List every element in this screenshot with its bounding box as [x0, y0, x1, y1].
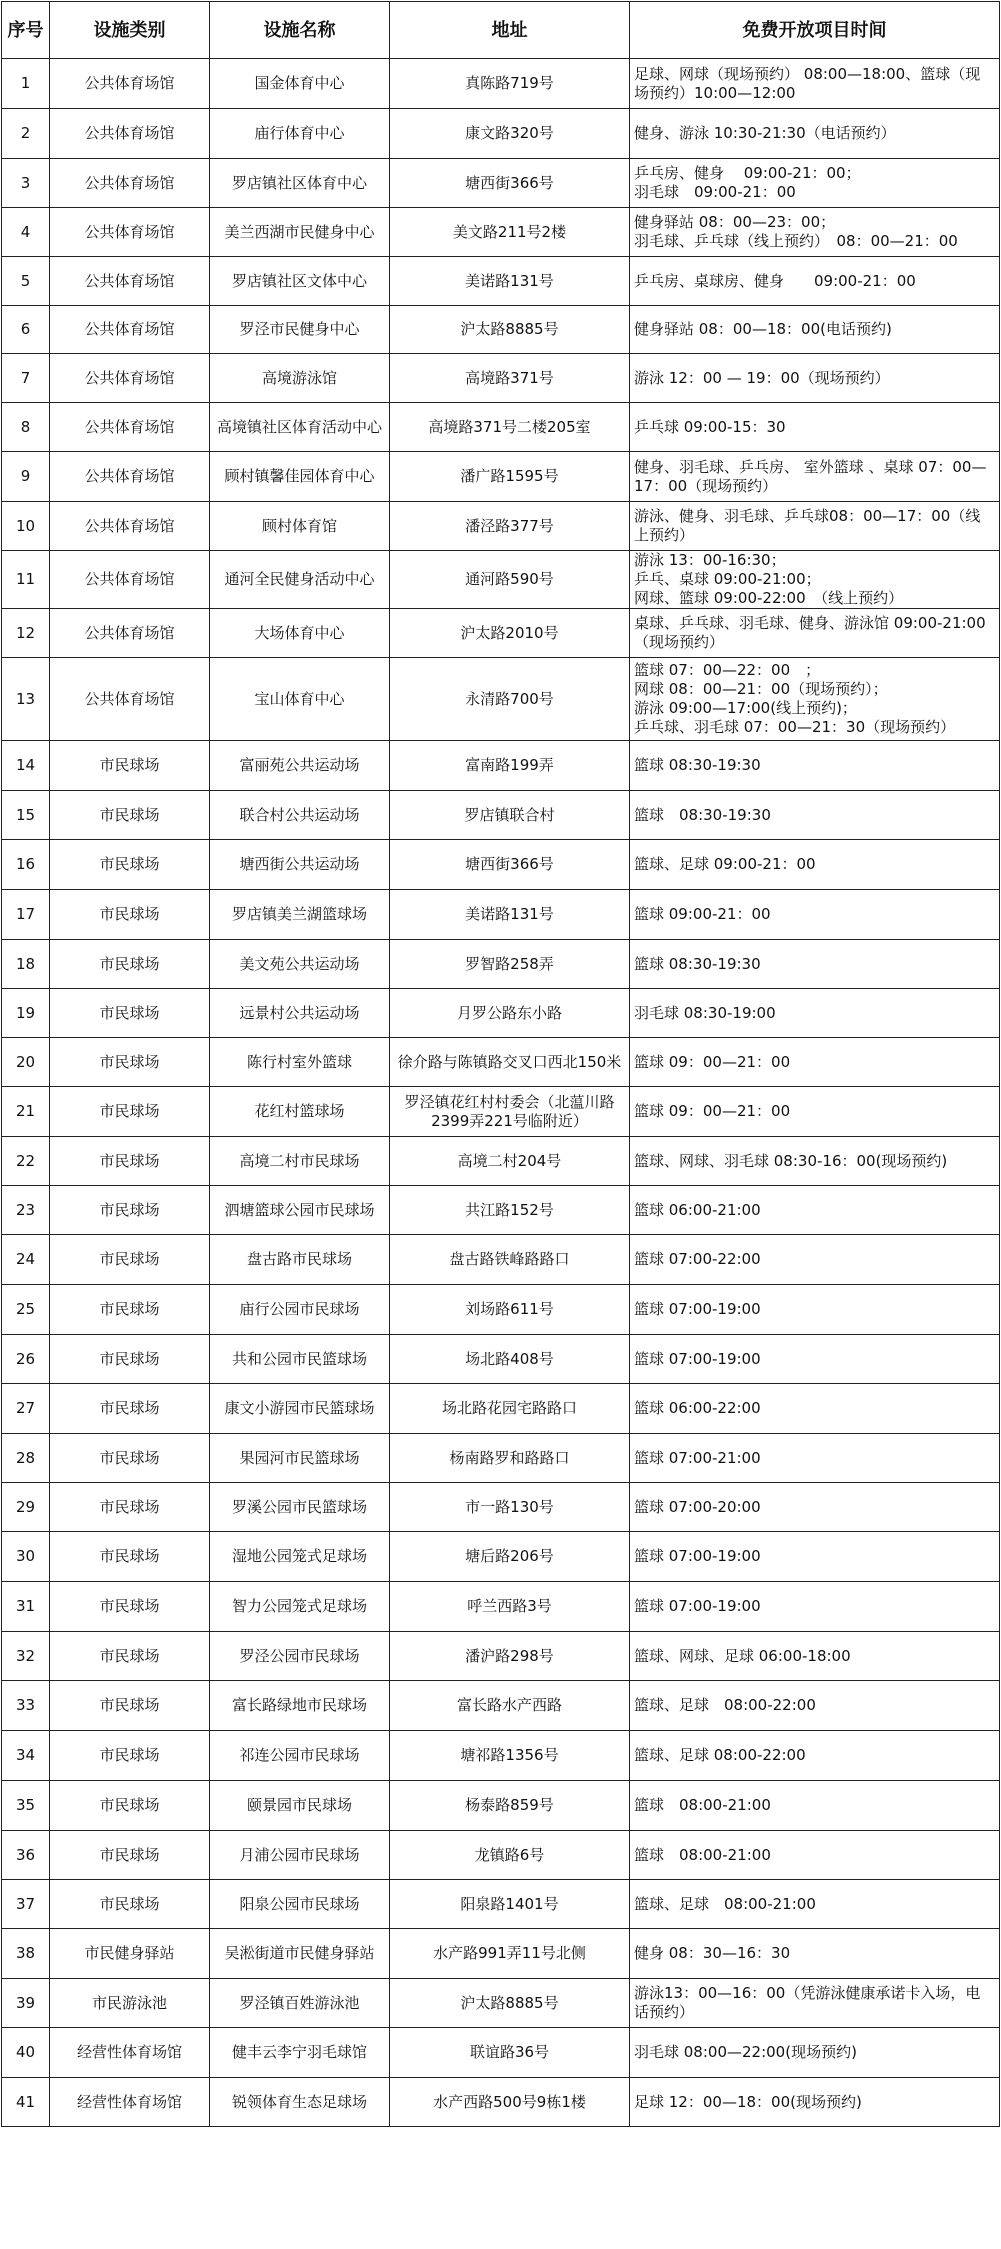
cell-index: 14 [2, 741, 50, 791]
table-row [2, 452, 1000, 502]
table-row [2, 403, 1000, 452]
cell-index: 3 [2, 159, 50, 208]
cell-open-hours: 羽毛球 08:00—22:00(现场预约) [630, 2028, 1000, 2078]
table-row [2, 1781, 1000, 1831]
cell-open-hours: 篮球 08:30-19:30 [630, 741, 1000, 791]
cell-facility-name: 富丽苑公共运动场 [210, 741, 390, 791]
cell-open-hours: 篮球、足球 08:00-21:00 [630, 1880, 1000, 1929]
cell-facility-name: 国金体育中心 [210, 59, 390, 109]
cell-index: 16 [2, 840, 50, 890]
table-row [2, 1186, 1000, 1235]
table-row [2, 658, 1000, 741]
table-row [2, 741, 1000, 791]
table-row [2, 2028, 1000, 2078]
cell-address: 永清路700号 [390, 658, 630, 741]
cell-facility-name: 远景村公共运动场 [210, 989, 390, 1038]
header-address: 地址 [390, 2, 630, 59]
cell-facility-name: 智力公园笼式足球场 [210, 1582, 390, 1632]
cell-address: 月罗公路东小路 [390, 989, 630, 1038]
cell-open-hours: 篮球、网球、足球 06:00-18:00 [630, 1632, 1000, 1681]
cell-category: 市民球场 [50, 1335, 210, 1384]
cell-facility-name: 美文苑公共运动场 [210, 940, 390, 989]
cell-facility-name: 陈行村室外篮球 [210, 1038, 390, 1087]
cell-open-hours: 篮球 07:00-22:00 [630, 1235, 1000, 1285]
cell-open-hours: 篮球 06:00-21:00 [630, 1186, 1000, 1235]
cell-index: 2 [2, 109, 50, 159]
cell-category: 市民球场 [50, 1731, 210, 1781]
table-row [2, 791, 1000, 840]
cell-address: 罗店镇联合村 [390, 791, 630, 840]
cell-open-hours: 健身、羽毛球、乒乓房、 室外篮球 、桌球 07：00—17：00（现场预约） [630, 452, 1000, 502]
cell-index: 33 [2, 1681, 50, 1731]
cell-address: 通河路590号 [390, 551, 630, 609]
cell-index: 32 [2, 1632, 50, 1681]
cell-open-hours: 桌球、乒乓球、羽毛球、健身、游泳馆 09:00-21:00（现场预约） [630, 609, 1000, 658]
cell-facility-name: 罗店镇社区文体中心 [210, 257, 390, 306]
cell-open-hours: 篮球 08:30-19:30 [630, 791, 1000, 840]
cell-open-hours: 篮球 07:00-19:00 [630, 1285, 1000, 1335]
cell-address: 盘古路铁峰路路口 [390, 1235, 630, 1285]
table-row [2, 109, 1000, 159]
cell-index: 5 [2, 257, 50, 306]
cell-category: 市民球场 [50, 1681, 210, 1731]
cell-address: 共江路152号 [390, 1186, 630, 1235]
cell-facility-name: 高境镇社区体育活动中心 [210, 403, 390, 452]
cell-facility-name: 塘西街公共运动场 [210, 840, 390, 890]
cell-open-hours: 健身 08：30—16：30 [630, 1929, 1000, 1979]
cell-category: 经营性体育场馆 [50, 2078, 210, 2127]
cell-address: 富长路水产西路 [390, 1681, 630, 1731]
cell-index: 9 [2, 452, 50, 502]
table-row [2, 1831, 1000, 1880]
cell-facility-name: 月浦公园市民球场 [210, 1831, 390, 1880]
cell-facility-name: 罗泾镇百姓游泳池 [210, 1979, 390, 2028]
table-row [2, 354, 1000, 403]
cell-open-hours: 足球、网球（现场预约） 08:00—18:00、篮球（现场预约）10:00—12:00 [630, 59, 1000, 109]
table-row [2, 2078, 1000, 2127]
cell-facility-name: 祁连公园市民球场 [210, 1731, 390, 1781]
table-row [2, 1384, 1000, 1434]
table-row [2, 1038, 1000, 1087]
cell-category: 市民球场 [50, 1483, 210, 1532]
cell-facility-name: 果园河市民篮球场 [210, 1434, 390, 1483]
table-row [2, 1582, 1000, 1632]
cell-index: 20 [2, 1038, 50, 1087]
table-row [2, 257, 1000, 306]
cell-category: 公共体育场馆 [50, 403, 210, 452]
cell-index: 36 [2, 1831, 50, 1880]
cell-index: 22 [2, 1137, 50, 1186]
table-row [2, 59, 1000, 109]
cell-open-hours: 篮球、足球 08:00-22:00 [630, 1731, 1000, 1781]
cell-category: 市民球场 [50, 1831, 210, 1880]
cell-index: 26 [2, 1335, 50, 1384]
cell-index: 21 [2, 1087, 50, 1137]
cell-category: 市民球场 [50, 1087, 210, 1137]
cell-address: 水产西路500号9栋1楼 [390, 2078, 630, 2127]
cell-index: 17 [2, 890, 50, 940]
cell-address: 场北路408号 [390, 1335, 630, 1384]
cell-facility-name: 富长路绿地市民球场 [210, 1681, 390, 1731]
cell-category: 公共体育场馆 [50, 257, 210, 306]
cell-open-hours: 篮球 08:00-21:00 [630, 1781, 1000, 1831]
cell-facility-name: 通河全民健身活动中心 [210, 551, 390, 609]
cell-address: 水产路991弄11号北侧 [390, 1929, 630, 1979]
table-row [2, 1632, 1000, 1681]
cell-open-hours: 羽毛球 08:30-19:00 [630, 989, 1000, 1038]
cell-index: 1 [2, 59, 50, 109]
cell-category: 市民游泳池 [50, 1979, 210, 2028]
table-row [2, 890, 1000, 940]
cell-address: 塘祁路1356号 [390, 1731, 630, 1781]
cell-category: 公共体育场馆 [50, 502, 210, 551]
table-row [2, 502, 1000, 551]
cell-facility-name: 康文小游园市民篮球场 [210, 1384, 390, 1434]
cell-open-hours: 篮球 09:00-21：00 [630, 890, 1000, 940]
cell-open-hours: 篮球 07：00—22：00 ； 网球 08：00—21：00（现场预约）； 游泳 09:00—17:00(线上预约)； 乒乓球、羽毛球 07：00—21：30（现场预约） [630, 658, 1000, 741]
cell-category: 市民球场 [50, 989, 210, 1038]
header-facility-name: 设施名称 [210, 2, 390, 59]
cell-address: 潘泾路377号 [390, 502, 630, 551]
table-row [2, 1929, 1000, 1979]
cell-open-hours: 篮球 07:00-19:00 [630, 1335, 1000, 1384]
cell-category: 公共体育场馆 [50, 208, 210, 257]
cell-address: 杨泰路859号 [390, 1781, 630, 1831]
table-header-row [2, 2, 1000, 59]
cell-facility-name: 吴淞街道市民健身驿站 [210, 1929, 390, 1979]
cell-category: 市民健身驿站 [50, 1929, 210, 1979]
cell-open-hours: 健身驿站 08：00—18：00(电话预约) [630, 306, 1000, 354]
cell-address: 塘西街366号 [390, 159, 630, 208]
table-row [2, 208, 1000, 257]
table-row [2, 1880, 1000, 1929]
table-row [2, 840, 1000, 890]
cell-open-hours: 乒乓房、桌球房、健身 09:00-21：00 [630, 257, 1000, 306]
cell-open-hours: 乒乓球 09:00-15：30 [630, 403, 1000, 452]
table-row [2, 1731, 1000, 1781]
cell-address: 沪太路8885号 [390, 1979, 630, 2028]
cell-index: 35 [2, 1781, 50, 1831]
cell-category: 市民球场 [50, 1582, 210, 1632]
table-row [2, 1483, 1000, 1532]
cell-category: 市民球场 [50, 1038, 210, 1087]
cell-facility-name: 罗溪公园市民篮球场 [210, 1483, 390, 1532]
cell-index: 18 [2, 940, 50, 989]
cell-facility-name: 宝山体育中心 [210, 658, 390, 741]
cell-index: 10 [2, 502, 50, 551]
cell-address: 沪太路8885号 [390, 306, 630, 354]
cell-category: 市民球场 [50, 1532, 210, 1582]
table-row [2, 1681, 1000, 1731]
cell-category: 公共体育场馆 [50, 59, 210, 109]
cell-address: 塘后路206号 [390, 1532, 630, 1582]
cell-address: 潘沪路298号 [390, 1632, 630, 1681]
cell-index: 12 [2, 609, 50, 658]
cell-index: 29 [2, 1483, 50, 1532]
cell-index: 24 [2, 1235, 50, 1285]
cell-facility-name: 花红村篮球场 [210, 1087, 390, 1137]
cell-address: 美诺路131号 [390, 257, 630, 306]
table-row [2, 159, 1000, 208]
cell-open-hours: 篮球 08:30-19:30 [630, 940, 1000, 989]
cell-open-hours: 游泳13：00—16：00（凭游泳健康承诺卡入场，电话预约） [630, 1979, 1000, 2028]
cell-category: 公共体育场馆 [50, 109, 210, 159]
cell-address: 场北路花园宅路路口 [390, 1384, 630, 1434]
cell-index: 34 [2, 1731, 50, 1781]
cell-category: 公共体育场馆 [50, 609, 210, 658]
cell-facility-name: 大场体育中心 [210, 609, 390, 658]
cell-address: 富南路199弄 [390, 741, 630, 791]
cell-category: 市民球场 [50, 1880, 210, 1929]
cell-index: 41 [2, 2078, 50, 2127]
cell-facility-name: 阳泉公园市民球场 [210, 1880, 390, 1929]
cell-index: 39 [2, 1979, 50, 2028]
table-row [2, 989, 1000, 1038]
cell-category: 市民球场 [50, 890, 210, 940]
cell-category: 经营性体育场馆 [50, 2028, 210, 2078]
cell-index: 4 [2, 208, 50, 257]
cell-facility-name: 顾村体育馆 [210, 502, 390, 551]
cell-address: 沪太路2010号 [390, 609, 630, 658]
table-row [2, 609, 1000, 658]
cell-open-hours: 篮球 07:00-20:00 [630, 1483, 1000, 1532]
cell-index: 15 [2, 791, 50, 840]
cell-category: 市民球场 [50, 1384, 210, 1434]
cell-index: 6 [2, 306, 50, 354]
cell-category: 市民球场 [50, 840, 210, 890]
cell-index: 40 [2, 2028, 50, 2078]
cell-facility-name: 泗塘篮球公园市民球场 [210, 1186, 390, 1235]
cell-facility-name: 罗店镇社区体育中心 [210, 159, 390, 208]
cell-category: 市民球场 [50, 741, 210, 791]
cell-facility-name: 庙行公园市民球场 [210, 1285, 390, 1335]
cell-open-hours: 游泳 13：00-16:30； 乒乓、桌球 09:00-21:00； 网球、篮球 09:00-22:00 （线上预约） [630, 551, 1000, 609]
cell-open-hours: 篮球 08:00-21:00 [630, 1831, 1000, 1880]
table-row [2, 306, 1000, 354]
cell-address: 高境路371号 [390, 354, 630, 403]
table-row [2, 1979, 1000, 2028]
cell-address: 潘广路1595号 [390, 452, 630, 502]
cell-address: 呼兰西路3号 [390, 1582, 630, 1632]
cell-facility-name: 颐景园市民球场 [210, 1781, 390, 1831]
cell-open-hours: 篮球 09：00—21：00 [630, 1087, 1000, 1137]
cell-open-hours: 篮球 07:00-19:00 [630, 1582, 1000, 1632]
cell-open-hours: 健身驿站 08：00—23：00； 羽毛球、乒乓球（线上预约） 08：00—21：00 [630, 208, 1000, 257]
cell-category: 市民球场 [50, 940, 210, 989]
cell-open-hours: 篮球、网球、羽毛球 08:30-16：00(现场预约) [630, 1137, 1000, 1186]
cell-category: 市民球场 [50, 791, 210, 840]
cell-index: 19 [2, 989, 50, 1038]
cell-open-hours: 游泳 12：00 — 19：00（现场预约） [630, 354, 1000, 403]
cell-address: 阳泉路1401号 [390, 1880, 630, 1929]
cell-facility-name: 盘古路市民球场 [210, 1235, 390, 1285]
cell-open-hours: 乒乓房、健身 09:00-21：00； 羽毛球 09:00-21：00 [630, 159, 1000, 208]
cell-address: 联谊路36号 [390, 2028, 630, 2078]
cell-open-hours: 篮球、足球 08:00-22:00 [630, 1681, 1000, 1731]
cell-category: 市民球场 [50, 1632, 210, 1681]
cell-index: 37 [2, 1880, 50, 1929]
cell-category: 市民球场 [50, 1186, 210, 1235]
cell-index: 7 [2, 354, 50, 403]
cell-facility-name: 庙行体育中心 [210, 109, 390, 159]
cell-open-hours: 篮球 07:00-19:00 [630, 1532, 1000, 1582]
header-category: 设施类别 [50, 2, 210, 59]
cell-category: 公共体育场馆 [50, 658, 210, 741]
table-row [2, 1335, 1000, 1384]
cell-open-hours: 篮球、足球 09:00-21：00 [630, 840, 1000, 890]
table-body [2, 59, 1000, 2127]
cell-address: 高境二村204号 [390, 1137, 630, 1186]
cell-facility-name: 锐领体育生态足球场 [210, 2078, 390, 2127]
cell-open-hours: 足球 12：00—18：00(现场预约) [630, 2078, 1000, 2127]
cell-facility-name: 罗泾市民健身中心 [210, 306, 390, 354]
cell-open-hours: 篮球 09：00—21：00 [630, 1038, 1000, 1087]
cell-category: 市民球场 [50, 1235, 210, 1285]
cell-category: 市民球场 [50, 1137, 210, 1186]
cell-facility-name: 联合村公共运动场 [210, 791, 390, 840]
cell-facility-name: 共和公园市民篮球场 [210, 1335, 390, 1384]
cell-open-hours: 篮球 06:00-22:00 [630, 1384, 1000, 1434]
cell-index: 31 [2, 1582, 50, 1632]
cell-address: 高境路371号二楼205室 [390, 403, 630, 452]
cell-address: 罗智路258弄 [390, 940, 630, 989]
cell-category: 公共体育场馆 [50, 159, 210, 208]
cell-index: 38 [2, 1929, 50, 1979]
cell-index: 30 [2, 1532, 50, 1582]
cell-address: 徐介路与陈镇路交叉口西北150米 [390, 1038, 630, 1087]
cell-index: 13 [2, 658, 50, 741]
cell-category: 市民球场 [50, 1285, 210, 1335]
cell-index: 28 [2, 1434, 50, 1483]
cell-index: 8 [2, 403, 50, 452]
header-index: 序号 [2, 2, 50, 59]
table-row [2, 1285, 1000, 1335]
cell-category: 公共体育场馆 [50, 354, 210, 403]
cell-address: 美文路211号2楼 [390, 208, 630, 257]
cell-index: 27 [2, 1384, 50, 1434]
table-row [2, 940, 1000, 989]
cell-index: 25 [2, 1285, 50, 1335]
facility-table [1, 1, 1000, 2127]
cell-facility-name: 罗店镇美兰湖篮球场 [210, 890, 390, 940]
table-row [2, 1235, 1000, 1285]
table-row [2, 1137, 1000, 1186]
cell-category: 公共体育场馆 [50, 306, 210, 354]
cell-category: 市民球场 [50, 1781, 210, 1831]
cell-facility-name: 高境二村市民球场 [210, 1137, 390, 1186]
cell-address: 塘西街366号 [390, 840, 630, 890]
table-row [2, 1434, 1000, 1483]
cell-open-hours: 游泳、健身、羽毛球、乒乓球08：00—17：00（线上预约） [630, 502, 1000, 551]
header-open-hours: 免费开放项目时间 [630, 2, 1000, 59]
cell-facility-name: 顾村镇馨佳园体育中心 [210, 452, 390, 502]
cell-address: 美诺路131号 [390, 890, 630, 940]
cell-facility-name: 罗泾公园市民球场 [210, 1632, 390, 1681]
cell-category: 公共体育场馆 [50, 452, 210, 502]
table-row [2, 1532, 1000, 1582]
cell-open-hours: 健身、游泳 10:30-21:30（电话预约） [630, 109, 1000, 159]
cell-facility-name: 美兰西湖市民健身中心 [210, 208, 390, 257]
table-row [2, 1087, 1000, 1137]
cell-category: 公共体育场馆 [50, 551, 210, 609]
cell-address: 刘场路611号 [390, 1285, 630, 1335]
cell-address: 罗泾镇花红村村委会（北蕰川路2399弄221号临附近） [390, 1087, 630, 1137]
cell-facility-name: 健丰云李宁羽毛球馆 [210, 2028, 390, 2078]
facility-sheet [1, 1, 1000, 2127]
cell-category: 市民球场 [50, 1434, 210, 1483]
cell-address: 市一路130号 [390, 1483, 630, 1532]
cell-open-hours: 篮球 07:00-21:00 [630, 1434, 1000, 1483]
cell-facility-name: 湿地公园笼式足球场 [210, 1532, 390, 1582]
cell-facility-name: 高境游泳馆 [210, 354, 390, 403]
cell-address: 真陈路719号 [390, 59, 630, 109]
cell-index: 11 [2, 551, 50, 609]
cell-address: 康文路320号 [390, 109, 630, 159]
cell-index: 23 [2, 1186, 50, 1235]
cell-address: 龙镇路6号 [390, 1831, 630, 1880]
cell-address: 杨南路罗和路路口 [390, 1434, 630, 1483]
table-row [2, 551, 1000, 609]
